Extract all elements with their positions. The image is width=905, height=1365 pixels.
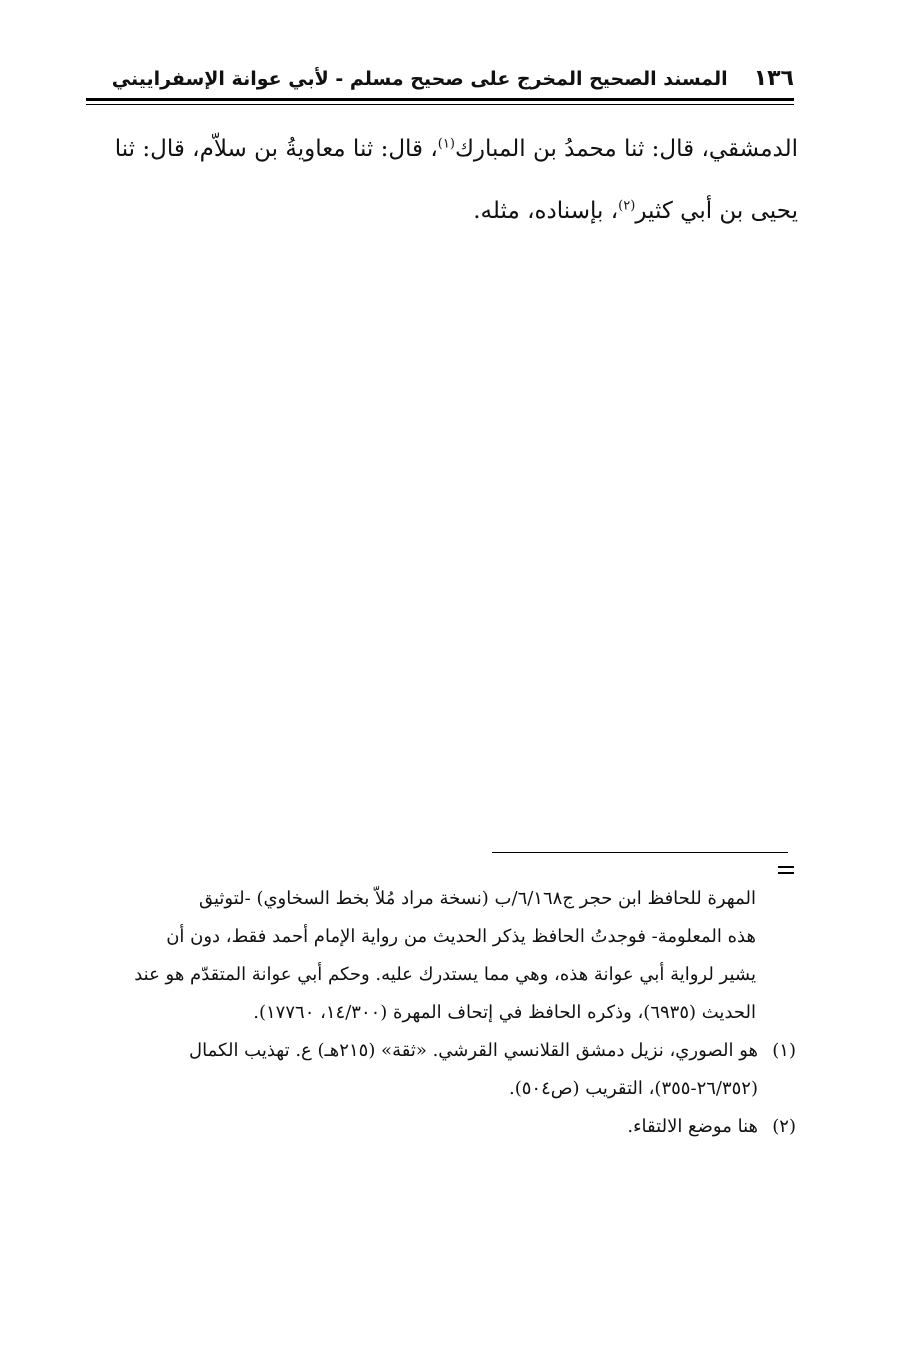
text-segment: يحيى بن أبي كثير (635, 198, 798, 224)
footnotes (84, 880, 796, 1146)
text-segment: ، بإسناده، مثله. (473, 198, 619, 224)
footnote-text: هو الصوري، نزيل دمشق القلانسي القرشي. «ثقة» (٢١٥هـ) ع. تهذيب الكمال (189, 1040, 758, 1061)
footnote-ref-1: (١) (437, 136, 455, 152)
footnote-text: (٢٦/٣٥٢-٣٥٥)، التقريب (ص٥٠٤). (508, 1078, 758, 1099)
footnote-2 (84, 1108, 796, 1146)
footnote-continued-line: يشير لرواية أبي عوانة هذه، وهي مما يستدرك عليه. وحكم أبي عوانة المتقدّم هو عند (134, 964, 756, 985)
footnote-separator (492, 852, 788, 853)
footnote-number: (١) (772, 1040, 796, 1061)
header-rule-thick (86, 98, 794, 101)
footnote-1 (84, 1032, 796, 1070)
page-number: ١٣٦ (753, 66, 794, 91)
running-title: المسند الصحيح المخرج على صحيح مسلم - لأبي عوانة الإسفراييني (111, 68, 728, 90)
footnote-continued-line: هذه المعلومة- فوجدتُ الحافظ يذكر الحديث من رواية الإمام أحمد فقط، دون أن (166, 926, 756, 947)
main-text-line (82, 118, 798, 180)
main-text-line (82, 180, 798, 242)
footnote-1-line-2 (84, 1070, 796, 1108)
footnote-continuation-mark (778, 866, 794, 874)
footnote-ref-2: (٢) (618, 198, 636, 214)
header-rule-thin (86, 104, 794, 105)
main-text (82, 118, 798, 242)
footnote-continued-line: المهرة للحافظ ابن حجر ج٦/١٦٨/ب (نسخة مراد مُلاّ بخط السخاوي) -لتوثيق (198, 888, 756, 909)
footnote-number: (٢) (772, 1116, 796, 1137)
running-header (86, 66, 794, 91)
text-segment: الدمشقي، قال: ثنا محمدُ بن المبارك (454, 136, 798, 162)
footnote-continued-line: الحديث (٦٩٣٥)، وذكره الحافظ في إتحاف المهرة (١٤/٣٠٠، ١٧٧٦٠). (253, 1002, 756, 1023)
footnote-text: هنا موضع الالتقاء. (627, 1116, 758, 1137)
text-segment: ، قال: ثنا معاويةُ بن سلاّم، قال: ثنا (114, 136, 438, 162)
